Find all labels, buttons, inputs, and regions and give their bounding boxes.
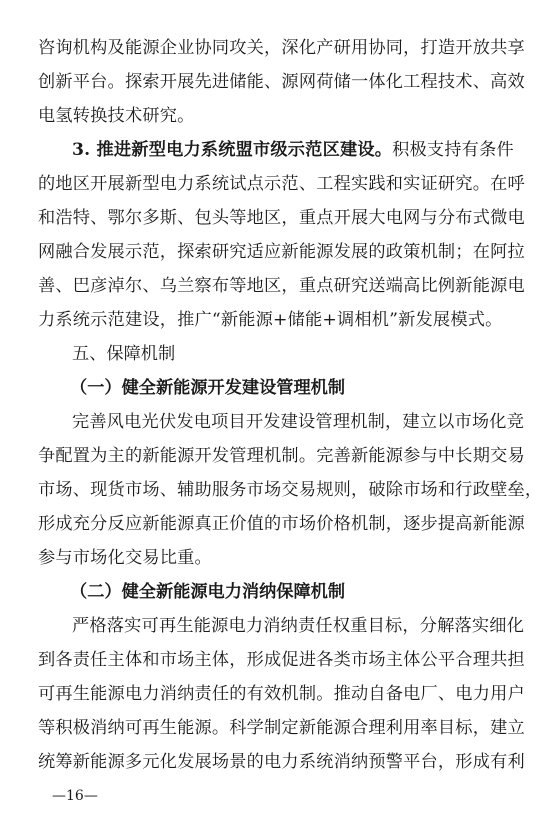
- numbered-item-text: 积极支持有条件: [392, 140, 514, 160]
- paragraph-line: 咨询机构及能源企业协同攻关，深化产研用协同，打造开放共享: [38, 38, 525, 58]
- paragraph-line: 参与市场化交易比重。: [38, 548, 212, 568]
- paragraph-line: 形成充分反应新能源真正价值的市场价格机制，逐步提高新能源: [38, 514, 525, 534]
- paragraph-line: 力系统示范建设，推广“新能源+储能+调相机”新发展模式。: [38, 310, 503, 330]
- paragraph-line: 市场、现货市场、辅助服务市场交易规则，破除市场和行政壁垒，: [38, 480, 543, 500]
- section-heading: 五、保障机制: [72, 344, 176, 364]
- paragraph-line: 严格落实可再生能源电力消纳责任权重目标，分解落实细化: [72, 616, 525, 636]
- numbered-item-line: [72, 140, 520, 160]
- paragraph-line: 善、巴彦淖尔、乌兰察布等地区，重点研究送端高比例新能源电: [38, 276, 525, 296]
- paragraph-line: 到各责任主体和市场主体，形成促进各类市场主体公平合理共担: [38, 650, 525, 670]
- numbered-item-title: 3. 推进新型电力系统盟市级示范区建设。: [72, 140, 393, 160]
- paragraph-line: 电氢转换技术研究。: [38, 106, 195, 126]
- paragraph-line: 可再生能源电力消纳责任的有效机制。推动自备电厂、电力用户: [38, 684, 525, 704]
- paragraph-line: 和浩特、鄂尔多斯、包头等地区，重点开展大电网与分布式微电: [38, 208, 525, 228]
- paragraph-line: 争配置为主的新能源开发管理机制。完善新能源参与中长期交易: [38, 446, 525, 466]
- paragraph-line: 等积极消纳可再生能源。科学制定新能源合理利用率目标，建立: [38, 718, 525, 738]
- subsection-heading-2: （二）健全新能源电力消纳保障机制: [70, 582, 346, 602]
- paragraph-line: 网融合发展示范，探索研究适应新能源发展的政策机制；在阿拉: [38, 242, 525, 262]
- paragraph-line: 完善风电光伏发电项目开发建设管理机制，建立以市场化竞: [72, 412, 525, 432]
- paragraph-line: 创新平台。探索开展先进储能、源网荷储一体化工程技术、高效: [38, 72, 525, 92]
- paragraph-line: 的地区开展新型电力系统试点示范、工程实践和实证研究。在呼: [38, 174, 525, 194]
- page-number: —16—: [52, 788, 98, 804]
- paragraph-line: 统筹新能源多元化发展场景的电力系统消纳预警平台，形成有利: [38, 752, 525, 772]
- subsection-heading-1: （一）健全新能源开发建设管理机制: [70, 378, 346, 398]
